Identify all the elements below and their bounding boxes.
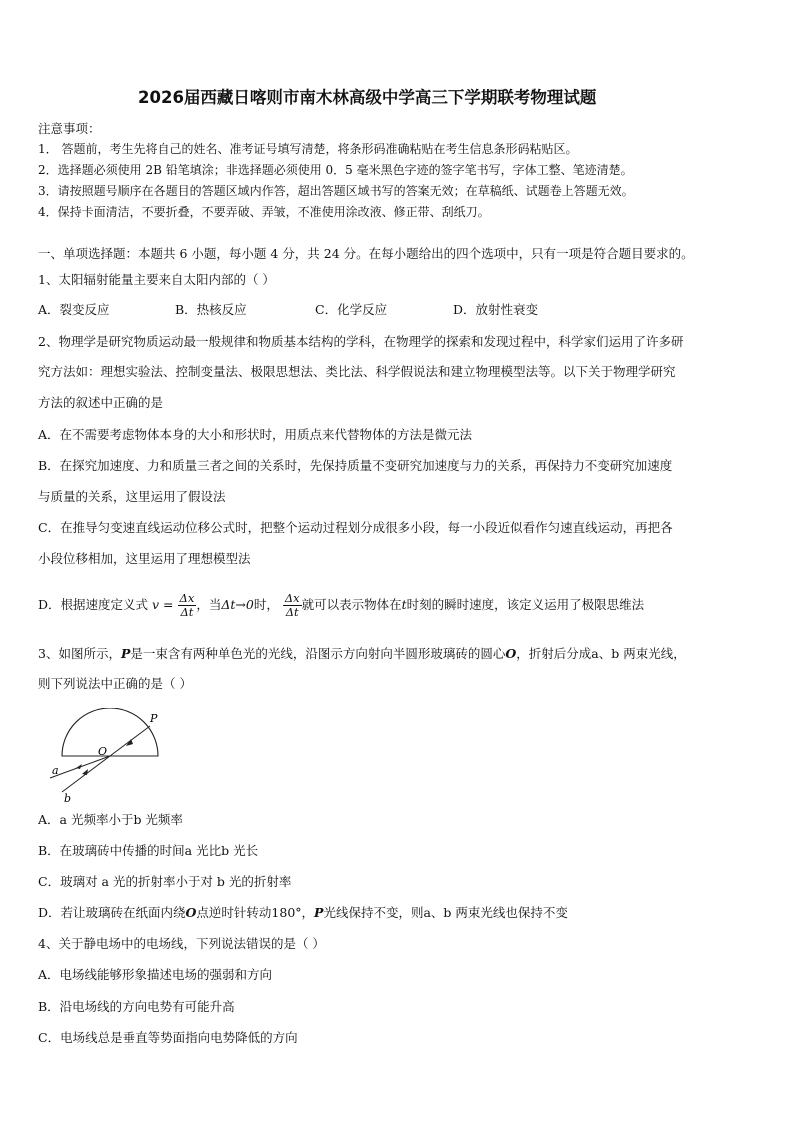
q2-option-c-line-1: C．在推导匀变速直线运动位移公式时，把整个运动过程划分成很多小段，每一小段近似看作匀速直线运动，再把各 [38, 520, 673, 535]
q2-option-d-mid: ，当 [196, 597, 222, 612]
q3-option-d-symbol-p: P [314, 905, 324, 920]
q2-option-d-post: 就可以表示物体在 [301, 597, 402, 612]
section-heading: 一、单项选择题：本题共 6 小题，每小题 4 分，共 24 分。在每小题给出的四个选项中，只有一项是符合题目要求的。 [38, 246, 694, 261]
q2-stem-line-1: 2、物理学是研究物质运动最一般规律和物质基本结构的学科，在物理学的探索和发现过程中，科学家们运用了许多研 [38, 334, 684, 349]
q3-stem-line-1 [38, 646, 686, 662]
notice-item-4: 4．保持卡面清洁，不要折叠，不要弄破、弄皱，不准使用涂改液、修正带、刮纸刀。 [38, 205, 490, 219]
q2-option-b-line-1: B．在探究加速度、力和质量三者之间的关系时，先保持质量不变研究加速度与力的关系，再保持力不变研究加速度 [38, 458, 673, 473]
q2-option-d-tail: 时刻的瞬时速度，该定义运用了极限思维法 [406, 597, 645, 612]
notice-item-1: 1． 答题前，考生先将自己的姓名、准考证号填写清楚，将条形码准确粘贴在考生信息条形码粘贴区。 [38, 142, 578, 156]
q4-stem: 4、关于静电场中的电场线，下列说法错误的是（ ） [38, 936, 325, 951]
q3-option-d-part-b: 点逆时针转动180°， [196, 905, 315, 920]
label-a: a [52, 764, 59, 777]
time-symbol: t [401, 597, 407, 612]
q2-option-c-line-2: 小段位移相加，这里运用了理想模型法 [38, 551, 251, 566]
q2-option-d-mid2: 时， [253, 597, 279, 612]
q4-option-a: A．电场线能够形象描述电场的强弱和方向 [38, 967, 273, 982]
ray-arrow-b [82, 769, 88, 775]
q2-stem-line-2: 究方法如：理想实验法、控制变量法、极限思想法、类比法、科学假说法和建立物理模型法等。以下关于物理学研究 [38, 364, 676, 379]
q1-option-c: C．化学反应 [315, 302, 388, 317]
fraction-denominator: Δt [180, 605, 194, 619]
q3-stem-line-2: 则下列说法中正确的是（ ） [38, 676, 192, 691]
page-title: 2026届西藏日喀则市南木林高级中学高三下学期联考物理试题 [138, 88, 597, 107]
q1-option-d: D．放射性衰变 [453, 302, 539, 317]
q2-stem-line-3: 方法的叙述中正确的是 [38, 395, 164, 410]
semicircle-outline [62, 708, 158, 756]
fraction-dx-dt-2 [283, 592, 302, 619]
q4-option-c: C．电场线总是垂直等势面指向电势降低的方向 [38, 1030, 298, 1045]
q3-symbol-o: O [505, 646, 517, 661]
q3-option-d-part-c: 光线保持不变，则a、b 两束光线也保持不变 [323, 905, 568, 920]
notice-item-3: 3．请按照题号顺序在各题目的答题区域内作答，超出答题区域书写的答案无效；在草稿纸、试题卷上答题无效。 [38, 184, 634, 198]
q1-option-b: B．热核反应 [175, 302, 247, 317]
q1-option-a: A．裂变反应 [38, 302, 110, 317]
q3-stem-part-a: 3、如图所示， [38, 646, 121, 661]
fraction-dx-dt [178, 592, 197, 619]
q3-option-b: B．在玻璃砖中传播的时间a 光比b 光长 [38, 843, 259, 858]
q2-option-d [38, 590, 644, 620]
q3-option-d [38, 905, 568, 921]
q1-stem: 1、太阳辐射能量主要来自太阳内部的（ ） [38, 272, 275, 287]
label-p: P [150, 712, 158, 725]
notice-heading: 注意事项： [38, 121, 101, 136]
q3-stem-part-c: ，折射后分成a、b 两束光线， [516, 646, 686, 661]
fraction-denominator-2: Δt [285, 605, 299, 619]
q3-option-a: A．a 光频率小于b 光频率 [38, 812, 183, 827]
q3-stem-part-b: 是一束含有两种单色光的光线，沿图示方向射向半圆形玻璃砖的圆心 [130, 646, 506, 661]
fraction-numerator: Δx [179, 591, 195, 605]
q3-option-d-part-a: D．若让玻璃砖在纸面内绕 [38, 905, 186, 920]
q2-option-d-prefix: D．根据速度定义式 [38, 597, 149, 612]
limit-expression: Δt→0 [221, 597, 254, 612]
q3-option-d-symbol-o: O [185, 905, 197, 920]
q2-option-b-line-2: 与质量的关系，这里运用了假设法 [38, 489, 226, 504]
q3-symbol-p: P [120, 646, 131, 661]
q4-option-b: B．沿电场线的方向电势有可能升高 [38, 999, 235, 1014]
q3-option-c: C．玻璃对 a 光的折射率小于对 b 光的折射率 [38, 874, 292, 889]
label-b: b [64, 792, 72, 805]
velocity-symbol: v = [152, 597, 174, 612]
notice-item-2: 2．选择题必须使用 2B 铅笔填涂；非选择题必须使用 0．5 毫米黑色字迹的签字笔书写，字体工整、笔迹清楚。 [38, 163, 633, 177]
semicircle-glass-figure [40, 708, 170, 808]
fraction-numerator-2: Δx [284, 591, 300, 605]
q2-option-a: A．在不需要考虑物体本身的大小和形状时，用质点来代替物体的方法是微元法 [38, 427, 473, 442]
label-o: O [98, 745, 108, 758]
